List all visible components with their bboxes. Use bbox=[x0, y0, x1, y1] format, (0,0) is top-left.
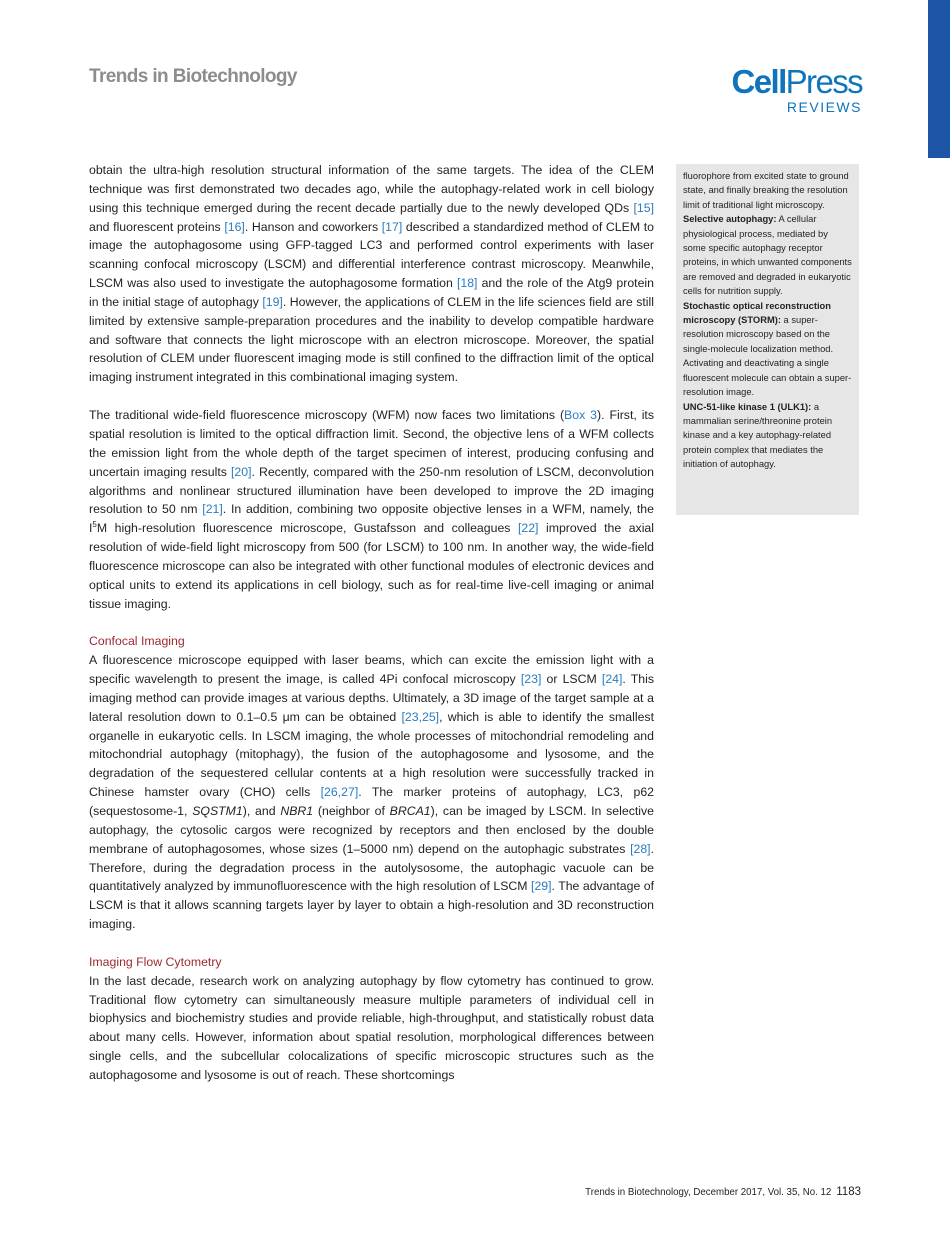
text-run: . Hanson and coworkers bbox=[244, 219, 382, 234]
section-heading-flow-cytometry: Imaging Flow Cytometry bbox=[89, 954, 222, 969]
text-run: In the last decade, research work on analyzing autophagy by flow cytometry has continued to grow. Traditional flow cytometry can simultaneously measure multiple parameters of individual cell in biophysics and biochemistry studies and provide reliable, high-throughput, and statistically robust data about many cells. However, information about spatial resolution, morphological differences between single cells, and the subcellular colocalizations of specific microscopic structures such as the autophagosome and lysosome is out of reach. These shortcomings bbox=[89, 973, 654, 1082]
glossary-term: Selective autophagy: bbox=[683, 214, 777, 225]
text-run: described a standardized method of CLEM to image the autophagosome using GFP-tagged LC3 and performed control experiments with laser scanning confocal microscopy (LSCM) and differential interference contrast microscopy. Meanwhile, LSCM was also used to investigate the autophagosome formation bbox=[89, 219, 654, 291]
text-run: or LSCM bbox=[541, 672, 602, 687]
text-run: . However, the applications of CLEM in the life sciences field are still limited by extensive sample-preparation procedures and the inability to develop compatible hardware and software that connects the light microscope with an electron microscope. Moreover, the spatial resolution of CLEM under fluorescent imaging mode is still confined to the diffraction limit of the optical imaging instrument integrated in this combinational imaging system. bbox=[89, 294, 655, 385]
reference-link[interactable]: [26,27] bbox=[320, 785, 359, 800]
reference-link[interactable]: [22] bbox=[517, 521, 539, 536]
reference-link[interactable]: [16] bbox=[224, 219, 245, 234]
superscript: 5 bbox=[92, 520, 97, 530]
main-text-column bbox=[89, 161, 654, 1085]
logo-cell-text: Cell bbox=[731, 63, 786, 100]
gene-name: BRCA1 bbox=[389, 804, 431, 818]
page-edge-tab bbox=[928, 0, 950, 158]
gene-name: NBR1 bbox=[280, 804, 314, 818]
reference-link[interactable]: [29] bbox=[531, 879, 552, 894]
glossary-entry bbox=[683, 400, 853, 472]
text-run: . This imaging method can provide images at various depths. Ultimately, a 3D image of the target sample at a lateral resolution down to 0.1–0.5 μm can be obtained bbox=[89, 672, 654, 724]
cellpress-logo bbox=[712, 63, 862, 115]
glossary-entry bbox=[683, 212, 853, 298]
text-run: ), can be imaged by LSCM. In selective autophagy, the cytosolic cargos were recognized by receptors and then enclosed by the double membrane of autophagosomes, whose sizes (1–5000 nm) depend on the autophagic substrates bbox=[89, 804, 654, 856]
text-run: . In addition, combining two opposite objective lenses in a WFM, namely, the I bbox=[89, 502, 654, 536]
text-run: A fluorescence microscope equipped with laser beams, which can excite the emission light with a specific wavelength to present the image, is called 4Pi confocal microscopy bbox=[89, 653, 654, 687]
reference-link[interactable]: [23,25] bbox=[401, 709, 440, 724]
paragraph-clem bbox=[89, 161, 654, 387]
text-run: The traditional wide-field fluorescence microscopy (WFM) now faces two limitations ( bbox=[89, 408, 565, 423]
text-run: and the role of the Atg9 protein in the initial stage of autophagy bbox=[89, 276, 654, 309]
gene-name: SQSTM1 bbox=[192, 804, 243, 818]
reference-link[interactable]: [20] bbox=[230, 464, 252, 479]
reference-link[interactable]: [15] bbox=[633, 200, 654, 215]
glossary-term: UNC-51-like kinase 1 (ULK1): bbox=[683, 401, 812, 412]
reference-link[interactable]: [19] bbox=[262, 294, 283, 309]
text-run: (neighbor of bbox=[313, 804, 390, 818]
page-number: 1183 bbox=[836, 1186, 861, 1198]
glossary-term: Stochastic optical reconstruction microscopy (STORM): bbox=[683, 300, 831, 326]
paragraph-confocal bbox=[89, 651, 654, 934]
reference-link[interactable]: [23] bbox=[520, 672, 542, 687]
text-run: . Therefore, during the degradation process in the autolysosome, the autophagic vacuole can be quantitatively analyzed by immunofluorescence with the high resolution of LSCM bbox=[89, 841, 654, 894]
reference-link[interactable]: [24] bbox=[601, 672, 623, 687]
text-run: . The marker proteins of autophagy, LC3, p62 (sequestosome-1, bbox=[89, 785, 654, 818]
glossary-definition: A cellular physiological process, mediated by some specific autophagy receptor proteins, in which unwanted components are removed and degraded in eukaryotic cells for nutrition supply. bbox=[683, 214, 852, 297]
text-run: improved the axial resolution of wide-field light microscopy from 500 (for LSCM) to 100 nm. In another way, the wide-field fluorescence microscope can also be integrated with other functional modules of electronic devices and optical units to extend its applications in cell biology, such as for real-time live-cell imaging or animal tissue imaging. bbox=[89, 521, 654, 611]
glossary-sidebar bbox=[676, 164, 859, 515]
footer-citation: Trends in Biotechnology, December 2017, Vol. 35, No. 12 bbox=[585, 1187, 832, 1198]
box-link[interactable]: Box 3 bbox=[564, 408, 598, 423]
logo-press-text: Press bbox=[785, 63, 862, 100]
logo-reviews-text: REVIEWS bbox=[786, 99, 862, 115]
paragraph-wfm bbox=[89, 406, 654, 613]
reference-link[interactable]: [18] bbox=[456, 276, 478, 291]
text-run: . Recently, compared with the 250-nm resolution of LSCM, deconvolution algorithms and nonlinear structured illumination have been developed to improve the 2D imaging resolution to 50 nm bbox=[89, 464, 654, 517]
journal-title: Trends in Biotechnology bbox=[89, 66, 297, 87]
text-run: . The advantage of LSCM is that it allows scanning targets layer by layer to obtain a high-resolution and 3D reconstruction imaging. bbox=[89, 879, 655, 932]
section-heading-confocal: Confocal Imaging bbox=[89, 634, 185, 649]
paragraph-flow-cytometry bbox=[89, 972, 654, 1085]
glossary-continuation: fluorophore from excited state to ground state, and finally breaking the resolution limit of traditional light microscopy. bbox=[683, 171, 849, 210]
text-run: ), and bbox=[242, 804, 281, 818]
glossary-definition: a super-resolution microscopy based on the single-molecule localization method. Activating and deactivating a single fluorescent molecule can obtain a super-resolution image. bbox=[683, 315, 852, 398]
text-run: M high-resolution fluorescence microscope, Gustafsson and colleagues bbox=[96, 521, 518, 536]
text-run: , which is able to identify the smallest organelle in eukaryotic cells. In LSCM imaging, the whole processes of mitochondrial remodeling and mitochondrial autophagy (mitophagy), the fusion of the autophagosome and lysosome, and the degradation of the sequestered cellular contents at a high resolution were successfully tracked in Chinese hamster ovary (CHO) cells bbox=[89, 709, 654, 800]
logo-wordmark bbox=[712, 63, 862, 100]
text-run: obtain the ultra-high resolution structural information of the same targets. The idea of the CLEM technique was first demonstrated two decades ago, while the autophagy-related work in cell biology using this technique emerged during the recent decade partially due to the newly developed QDs bbox=[89, 163, 654, 215]
text-run: and fluorescent proteins bbox=[89, 219, 225, 234]
glossary-entry bbox=[683, 299, 853, 400]
reference-link[interactable]: [21] bbox=[202, 502, 223, 517]
reference-link[interactable]: [17] bbox=[381, 219, 403, 234]
text-run: ). First, its spatial resolution is limited to the optical diffraction limit. Second, the objective lens of a WFM collects the emission light from the whole depth of the target specimen of interest, producing confusing and uncertain imaging results bbox=[89, 408, 655, 479]
reference-link[interactable]: [28] bbox=[630, 841, 651, 856]
glossary-definition: a mammalian serine/threonine protein kinase and a key autophagy-related protein complex that mediates the initiation of autophagy. bbox=[683, 401, 833, 470]
page-footer bbox=[500, 1186, 861, 1198]
